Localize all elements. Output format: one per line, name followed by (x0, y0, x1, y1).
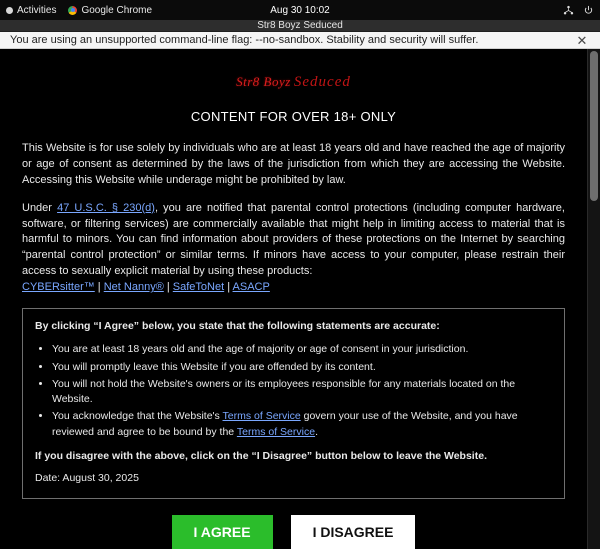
site-logo-top-text: Str8 Boyz (236, 74, 291, 89)
chrome-icon (68, 6, 77, 15)
browser-window (0, 20, 600, 541)
page-viewport (0, 49, 600, 549)
list-item: • You are at least 18 years old and the age of majority or age of consent in your jurisdiction. (52, 342, 552, 357)
filter-sep-3: | (224, 281, 233, 294)
network-icon (563, 5, 574, 16)
terms-bullet-post: . (315, 425, 318, 438)
app-menu-chrome[interactable] (68, 5, 152, 16)
terms-of-service-link-2[interactable]: Terms of Service (236, 425, 316, 438)
site-logo-mark (230, 73, 357, 94)
agreement-date: Date: August 30, 2025 (35, 471, 139, 484)
window-titlebar (0, 20, 600, 32)
page-title: CONTENT FOR OVER 18+ ONLY (190, 108, 397, 124)
filter-sep-1: | (94, 281, 104, 294)
agreement-lead-text: By clicking “I Agree” below, you state that the following statements are accurate: (35, 320, 440, 333)
system-top-bar (0, 0, 600, 20)
parental-controls-post: , you are notified that parental control protections (including computer hardware, software, or filtering services) are commercially available that might help in limiting access to material that is harmful to minors. You can find information about providers of these protections on the Internet by searching “parental control protection” or similar terms. If minors have access to your computer, please restrain their access to sexually explicit material by using these products: (22, 201, 565, 278)
parental-controls-paragraph (22, 201, 565, 297)
scrollbar-thumb[interactable] (590, 51, 598, 201)
agree-button[interactable]: I AGREE (172, 515, 273, 549)
top-bar-left-group (6, 5, 152, 16)
net-nanny-link[interactable]: Net Nanny® (103, 281, 164, 294)
site-logo-bottom-text: Seduced (293, 74, 351, 90)
parental-controls-pre: Under (22, 201, 58, 214)
activities-button[interactable] (6, 5, 56, 16)
site-logo (22, 73, 565, 94)
safetonet-link[interactable]: SafeToNet (172, 281, 225, 294)
list-item: • You will not hold the Website's owners or its employees responsible for any materials located on the Website. (52, 377, 552, 407)
filter-sep-2: | (163, 281, 173, 294)
top-bar-status-group[interactable] (563, 5, 594, 16)
disagree-instruction-text: If you disagree with the above, click on the “I Disagree” button below to leave the Website. (35, 449, 487, 462)
window-title: Str8 Boyz Seduced (257, 20, 343, 31)
terms-of-service-link-1[interactable]: Terms of Service (222, 410, 301, 423)
cybersitter-link[interactable]: CYBERsitter™ (22, 281, 95, 294)
disagree-button[interactable]: I DISAGREE (291, 515, 416, 549)
agreement-box (22, 308, 565, 499)
clock[interactable]: Aug 30 10:02 (270, 4, 330, 16)
page-scrollbar[interactable] (587, 49, 600, 549)
terms-bullet-mid: govern your use of the Website, and you have reviewed and agree to be bound by the (52, 410, 518, 438)
action-button-row (22, 515, 565, 549)
infobar-message: You are using an unsupported command-line flag: --no-sandbox. Stability and security will suffer. (10, 34, 479, 46)
activities-dot-icon (6, 7, 13, 14)
usc-230d-link[interactable]: 47 U.S.C. § 230(d) (57, 201, 155, 214)
age-verification-page (0, 49, 587, 549)
age-disclaimer-paragraph: This Website is for use solely by individuals who are at least 18 years old and have reached the age of majority or age of consent as determined by the laws of the jurisdiction from which they are accessing the Website. Accessing this Website while underage might be prohibited by law. (22, 141, 565, 186)
unsupported-flag-infobar (0, 32, 600, 49)
activities-label: Activities (17, 4, 57, 16)
asacp-link[interactable]: ASACP (232, 281, 270, 294)
terms-bullet-pre: You acknowledge that the Website's (52, 410, 223, 423)
app-menu-label: Google Chrome (81, 4, 153, 16)
close-icon[interactable]: ✕ (576, 32, 588, 48)
list-item: • You will promptly leave this Website if you are offended by its content. (52, 360, 552, 375)
power-icon (583, 5, 594, 16)
list-item-terms (52, 409, 552, 439)
agreement-bullet-list (35, 342, 552, 439)
